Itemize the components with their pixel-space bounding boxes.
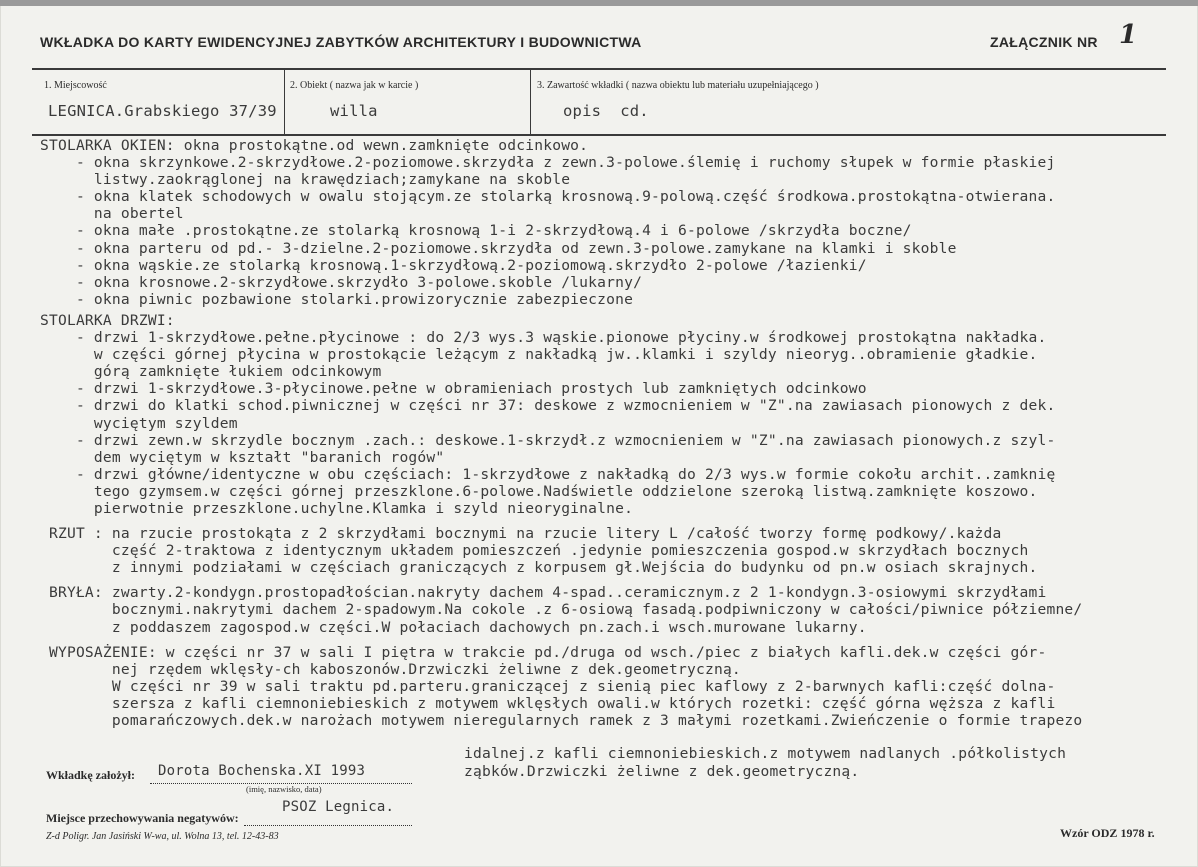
body-line: w części górnej płycina w prostokącie leżącym z nakładką jw..klamki i szyldy nieoryg..obramienie gładkie. [40,346,1038,364]
form-title: WKŁADKA DO KARTY EWIDENCYJNEJ ZABYTKÓW ARCHITEKTURY I BUDOWNICTWA [40,34,642,50]
body-line: STOLARKA DRZWI: [40,311,175,329]
header-top-rule [32,68,1166,70]
body-line: górą zamknięte łukiem odcinkowym [40,363,382,381]
body-line: - okna skrzynkowe.2-skrzydłowe.2-poziomowe.skrzydła z zewn.3-polowe.ślemię i ruchomy słupek w formie płaskiej [40,154,1056,172]
wyposazenie-tail [464,745,1066,781]
wyposazenie-tail-line: ząbków.Drzwiczki żeliwne z dek.geometryczną. [464,763,860,780]
col1-label: 1. Miejscowość [44,80,107,91]
body-line: - okna krosnowe.2-skrzydłowe.skrzydło 3-polowe.skoble /lukarny/ [40,273,643,291]
content-value: opis cd. [563,102,649,120]
body-line: - okna klatek schodowych w owalu stojącym.ze stolarką krosnową.9-polową.część środkowa.prostokątna-otwierana. [40,188,1056,206]
negatives-label: Miejsce przechowywania negatywów: [46,811,239,825]
col-divider-2 [530,68,531,135]
annex-label: ZAŁĄCZNIK NR [990,34,1098,50]
header-bottom-rule [32,134,1166,136]
body-line: listwy.zaokrąglonej na krawędziach;zamykane na skoble [40,171,571,189]
founder-label: Wkładkę założył: [46,768,135,782]
col3-label: 3. Zawartość wkładki ( nazwa obiektu lub materiału uzupełniającego ) [537,80,819,91]
negatives-value: PSOZ Legnica. [282,799,395,815]
col2-label: 2. Obiekt ( nazwa jak w karcie ) [290,80,419,91]
body-line: pierwotnie przeszklone.uchylne.Klamka i szyld nieoryginalne. [40,499,634,517]
wyposazenie-tail-line: idalnej.z kafli ciemnoniebieskich.z motywem nadlanych .półkolistych [464,745,1067,762]
bryla-line: z poddaszem zagospod.w części.W połaciach dachowych pn.zach.i wsch.murowane lukarny. [40,618,867,636]
wyposazenie-line: nej rzędem wklęsły-ch kaboszonów.Drzwiczki żeliwne z dek.geometryczną. [40,660,741,678]
body-line: wyciętym szyldem [40,414,238,432]
body-line: - drzwi do klatki schod.piwnicznej w części nr 37: deskowe z wzmocnieniem w "Z".na zawiasach pionowych z dek. [40,397,1056,415]
body-line: - okna parteru od pd.- 3-dzielne.2-poziomowe.skrzydła od zewn.3-polowe.zamykane na klamki i skoble [40,239,957,257]
annex-number: 1 [1119,20,1138,50]
negatives-dotted-line [244,825,412,826]
founder-value: Dorota Bochenska.XI 1993 [158,763,366,779]
body-line: dem wyciętym w kształt "baranich rogów" [40,448,445,466]
body-line: tego gzymsem.w części górnej przeszklone.6-polowe.Nadświetle oddzielone szeroką listwą.zamknięte koszowo. [40,482,1038,500]
body-line: - drzwi główne/identyczne w obu częściach: 1-skrzydłowe z nakładką do 2/3 wys.w formie cokołu archit..zamknię [40,465,1056,483]
wyposazenie-line: WYPOSAŻENIE: w części nr 37 w sali I piętra w trakcie pd./druga od wsch./piec z białych kafli.dek.w części gór- [40,643,1047,661]
body-line: - okna wąskie.ze stolarką krosnową.1-skrzydłową.2-poziomową.skrzydło 2-polowe /łazienki/ [40,256,867,274]
body-line: - okna piwnic pozbawione stolarki.prowizorycznie zabezpieczone [40,290,634,308]
body-line: na obertel [40,205,184,223]
col-divider-1 [284,68,285,135]
body-line: - drzwi 1-skrzydłowe.3-płycinowe.pełne w obramieniach prostych lub zamkniętych odcinkowo [40,380,867,398]
form-id: Wzór ODZ 1978 r. [1060,826,1155,840]
body-line: - drzwi 1-skrzydłowe.pełne.płycinowe : do 2/3 wys.3 wąskie.pionowe płyciny.w środkowej prostokątna nakładka. [40,329,1047,347]
rzut-line: część 2-traktowa z identycznym układem pomieszczeń .jedynie pomieszczenia gospod.w skrzydłach bocznych [40,542,1029,560]
printer-info: Z-d Poligr. Jan Jasiński W-wa, ul. Wolna 13, tel. 12-43-83 [46,831,279,842]
body-line: STOLARKA OKIEN: okna prostokątne.od wewn.zamknięte odcinkowo. [40,137,589,154]
wyposazenie-line: szersza z kafli ciemnoniebieskich z motywem wklęsłych owali.w których rozetki: część górna węższa z kafli [40,694,1056,712]
card-top-edge [0,0,1198,6]
body-line: - okna małe .prostokątne.ze stolarką krosnową 1-i 2-skrzydłową.4 i 6-polowe /skrzydła boczne/ [40,222,912,240]
description-body [40,137,1082,729]
founder-hint: (imię, nazwisko, data) [246,784,322,794]
object-value: willa [330,102,378,120]
locality-value: LEGNICA.Grabskiego 37/39 [48,102,277,120]
rzut-line: z innymi podziałami w częściach graniczących z korpusem gł.Wejścia do budynku od pn.w osiach skrajnych. [40,559,1038,577]
wyposazenie-line: W części nr 39 w sali traktu pd.parteru.graniczącej z sienią piec kaflowy z 2-barwnych kafli:część dolna- [40,677,1056,695]
bryla-line: BRYŁA: zwarty.2-kondygn.prostopadłościan.nakryty dachem 4-spad..ceramicznym.z 2 1-kondygn.3-osiowymi skrzydłami [40,584,1047,602]
wyposazenie-line: pomarańczowych.dek.w narożach motywem nieregularnych ramek z 3 małymi rozetkami.Zwieńczenie o formie trapezo [40,712,1083,729]
rzut-line: RZUT : na rzucie prostokąta z 2 skrzydłami bocznymi na rzucie litery L /całość tworzy formę podkowy/.każda [40,525,1002,543]
body-line: - drzwi zewn.w skrzydle bocznym .zach.: deskowe.1-skrzydł.z wzmocnieniem w "Z".na zawiasach pionowych.z szyl- [40,431,1056,449]
bryla-line: bocznymi.nakrytymi dachem 2-spadowym.Na cokole .z 6-osiową fasadą.podpiwniczony w całości/piwnice półziemne/ [40,601,1083,619]
